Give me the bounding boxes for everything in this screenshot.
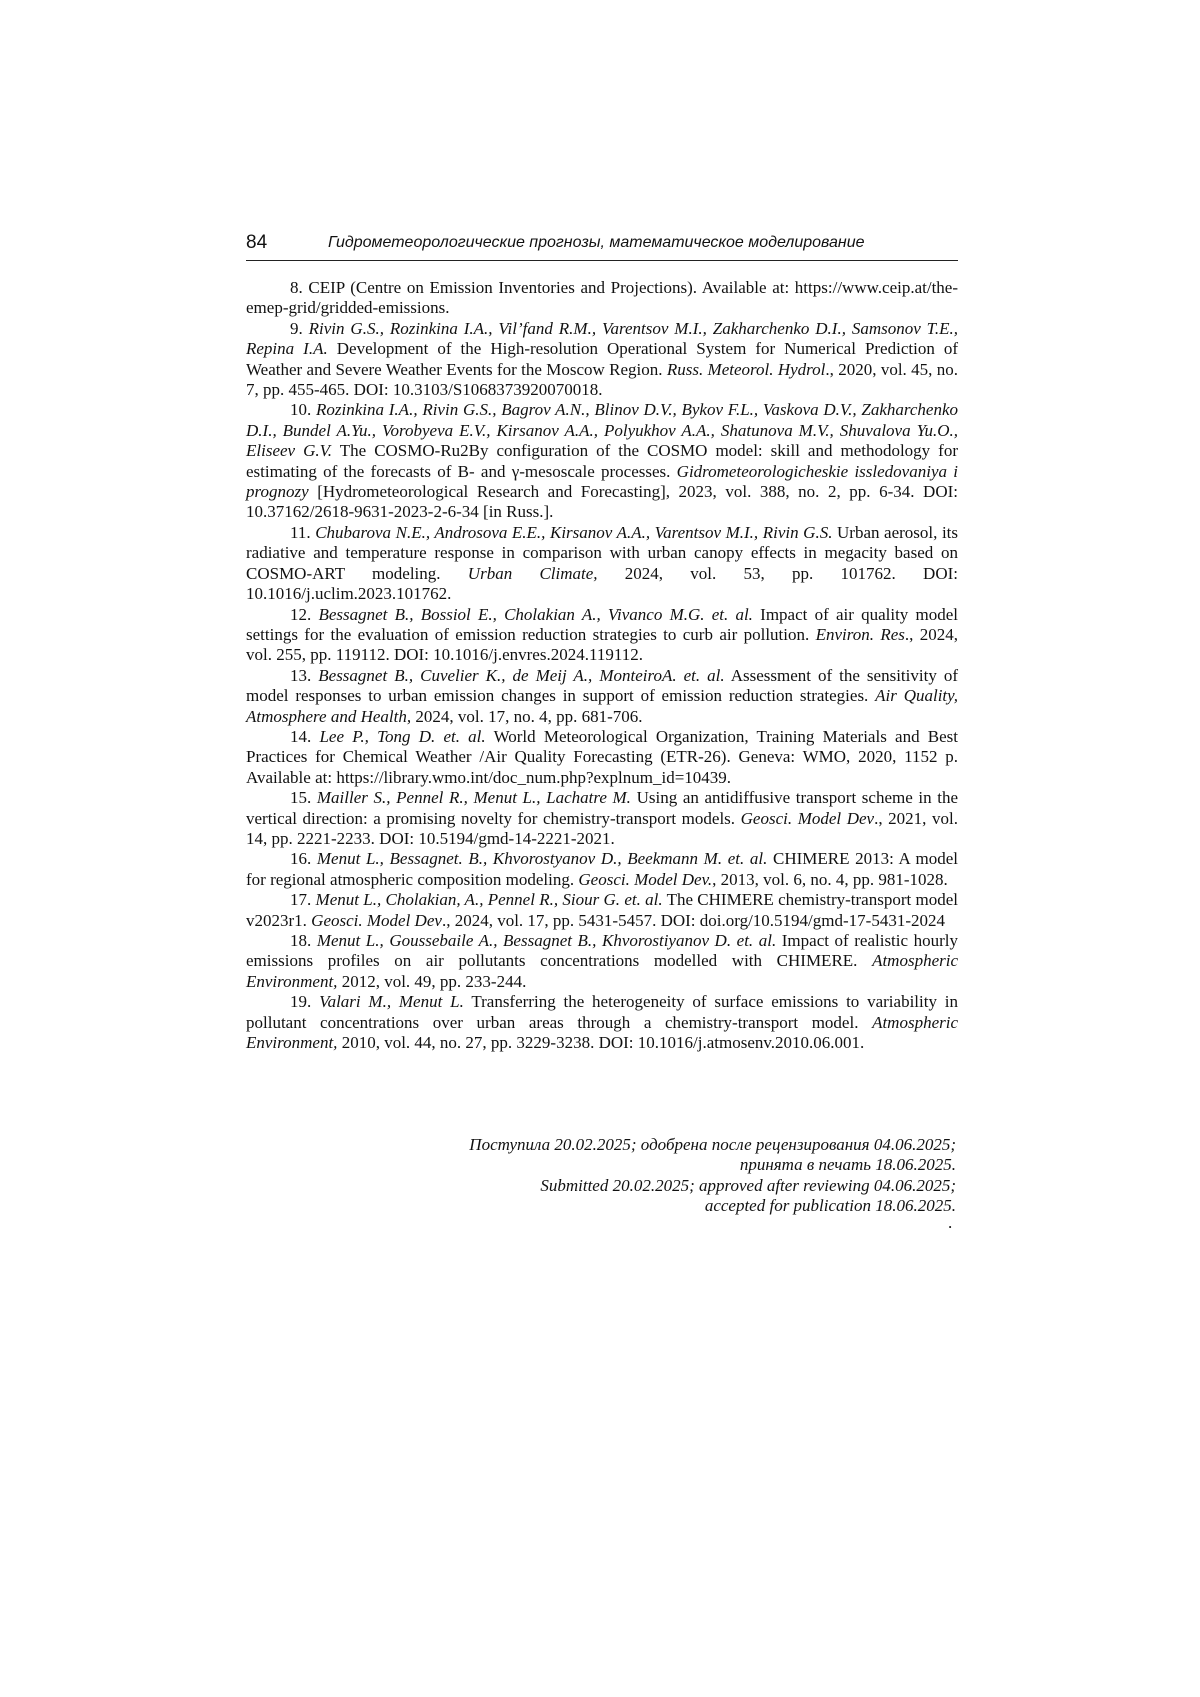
reference-item (246, 931, 958, 992)
reference-authors: Lee P., Tong D. et. al. (319, 726, 486, 746)
reference-item (246, 605, 958, 666)
reference-item (246, 523, 958, 605)
reference-details: ., 2020, vol. 45, no. 7, pp. 455-465. DOI: 10.3103/S1068373920070018. (246, 359, 958, 400)
reference-source: Geosci. Model Dev. (578, 869, 713, 889)
reference-authors: Menut L., Goussebaile A., Bessagnet B., Khvorostiyanov D. et. al. (316, 931, 777, 950)
reference-number: 17. (290, 890, 312, 910)
reference-source: Urban Climate, (467, 563, 598, 583)
reference-source: Atmospheric Environment, (246, 951, 958, 991)
reference-source: Atmospheric Environment, (246, 1012, 959, 1053)
reference-number: 9. (290, 318, 303, 338)
reference-authors: Rozinkina I.A., Rivin G.S., Bagrov A.N., Blinov D.V., Bykov F.L., Vaskova D.V., Zakharchenko D.I., Bundel A.Yu., Vorobyeva E.V., Kirsanov A.A., Polyukhov A.A., Shatunova M.V., Shuvalova Yu.O., Eliseev G.V. (246, 400, 958, 461)
reference-item (246, 400, 958, 522)
reference-item (246, 992, 958, 1053)
reference-source: Environ. Res (815, 624, 905, 644)
reference-details: 2024, vol. 53, pp. 101762. DOI: 10.1016/j.uclim.2023.101762. (246, 563, 958, 604)
reference-source: Geosci. Model Dev (740, 808, 875, 828)
reference-authors: Bessagnet B., Bossiol E., Cholakian A., Vivanco M.G. et. al. (318, 604, 753, 624)
reference-number: 18. (290, 931, 312, 950)
reference-title: The COSMO-Ru2By configuration of the COSMO model: skill and methodology for estimating of the forecasts of B- and γ-mesoscale processes. (246, 441, 959, 481)
received-ru-line-2: принята в печать 18.06.2025. (739, 1155, 956, 1175)
reference-source: Gidrometeorologicheskie issledovaniya i prognozy (246, 461, 958, 502)
reference-number: 19. (290, 992, 312, 1012)
reference-number: 15. (290, 788, 312, 808)
reference-source: Russ. Meteorol. Hydrol (666, 359, 826, 379)
reference-authors: Menut L., Bessagnet. B., Khvorostyanov D., Beekmann M. et. al. (316, 849, 768, 869)
reference-item (246, 849, 958, 890)
reference-number: 14. (290, 726, 312, 746)
reference-source: Geosci. Model Dev (311, 910, 442, 930)
received-en-line-2: accepted for publication 18.06.2025. (704, 1196, 956, 1216)
reference-title: World Meteorological Organization, Training Materials and Best Practices for Chemical Weather /Air Quality Forecasting (ETR-26). Geneva: WMO, 2020, 1152 p. Available at: https://library.wmo.int/doc_num.php?explnum_id=10439. (246, 726, 959, 787)
reference-number: 12. (290, 604, 312, 624)
reference-authors: Valari M., Menut L. (319, 992, 464, 1012)
submission-dates (246, 1135, 956, 1217)
reference-item (246, 666, 958, 727)
journal-title: Гидрометеорологические прогнозы, математическое моделирование (328, 234, 865, 251)
reference-authors: Rivin G.S., Rozinkina I.A., Vil’fand R.M., Varentsov M.I., Zakharchenko D.I., Samsonov T.E., Repina I.A. (246, 318, 959, 359)
reference-number: 16. (290, 849, 312, 869)
reference-title: CEIP (Centre on Emission Inventories and Projections). Available at: https://www.ceip.at/the-emep-grid/gridded-emissions. (246, 278, 959, 318)
reference-details: ., 2021, vol. 14, pp. 2221-2233. DOI: 10.5194/gmd-14-2221-2021. (246, 808, 958, 848)
reference-title: Urban aerosol, its radiative and temperature response in comparison with urban canopy effects in megacity based on COSMO-ART modeling. (246, 522, 959, 583)
received-ru-line-1: Поступила 20.02.2025; одобрена после рецензирования 04.06.2025; (469, 1135, 956, 1154)
reference-title: The CHIMERE chemistry-transport model v2023r1. (246, 890, 959, 930)
reference-details: ., 2024, vol. 17, pp. 5431-5457. DOI: doi.org/10.5194/gmd-17-5431-2024 (441, 910, 945, 930)
reference-authors: Menut L., Cholakian, A., Pennel R., Siour G. et. al. (315, 890, 663, 910)
reference-authors: Mailler S., Pennel R., Menut L., Lachatre M. (316, 788, 631, 808)
reference-details: 2024, vol. 17, no. 4, pp. 681-706. (411, 706, 643, 726)
reference-item (246, 788, 958, 849)
reference-title: Impact of air quality model settings for the evaluation of emission reduction strategies to curb air pollution. (246, 604, 959, 644)
reference-item (246, 727, 958, 788)
reference-authors: Chubarova N.E., Androsova E.E., Kirsanov A.A., Varentsov M.I., Rivin G.S. (315, 522, 833, 542)
reference-list (246, 278, 958, 1053)
reference-details: ., 2024, vol. 255, pp. 119112. DOI: 10.1016/j.envres.2024.119112. (246, 624, 959, 665)
reference-details: , 2013, vol. 6, no. 4, pp. 981-1028. (712, 869, 948, 889)
reference-details: 2010, vol. 44, no. 27, pp. 3229-3238. DOI: 10.1016/j.atmosenv.2010.06.001. (337, 1033, 865, 1053)
reference-item (246, 890, 958, 931)
reference-authors: Bessagnet B., Cuvelier K., de Meij A., MonteiroA. et. al. (318, 665, 725, 685)
reference-number: 10. (290, 400, 312, 420)
reference-title: Transferring the heterogeneity of surface emissions to variability in pollutant concentrations over urban areas through a chemistry-transport model. (246, 992, 958, 1032)
reference-title: Development of the High-resolution Operational System for Numerical Prediction of Weather and Severe Weather Events for the Moscow Region. (246, 339, 959, 379)
reference-number: 13. (290, 665, 312, 685)
reference-title: Impact of realistic hourly emissions profiles on air pollutants concentrations modelled with CHIMERE. (246, 931, 958, 971)
page-number: 84 (246, 232, 268, 253)
reference-item (246, 278, 958, 319)
running-head (246, 232, 958, 261)
received-en-line-1: Submitted 20.02.2025; approved after reviewing 04.06.2025; (540, 1175, 956, 1195)
reference-number: 11. (290, 522, 311, 542)
reference-item (246, 319, 958, 401)
reference-title: CHIMERE 2013: A model for regional atmospheric composition modeling. (246, 849, 959, 889)
reference-source: Air Quality, Atmosphere and Health, (246, 686, 958, 726)
reference-details: [Hydrometeorological Research and Forecasting], 2023, vol. 388, no. 2, pp. 6-34. DOI: 10.37162/2618-9631-2023-2-6-34 [in Russ.]. (246, 482, 958, 522)
reference-number: 8. (290, 278, 303, 297)
end-mark: . (948, 1213, 953, 1232)
reference-details: 2012, vol. 49, pp. 233-244. (337, 971, 527, 991)
reference-title: Assessment of the sensitivity of model responses to urban emission changes in support of emission reduction strategies. (246, 665, 958, 706)
reference-title: Using an antidiffusive transport scheme in the vertical direction: a promising novelty for chemistry-transport models. (246, 788, 959, 828)
